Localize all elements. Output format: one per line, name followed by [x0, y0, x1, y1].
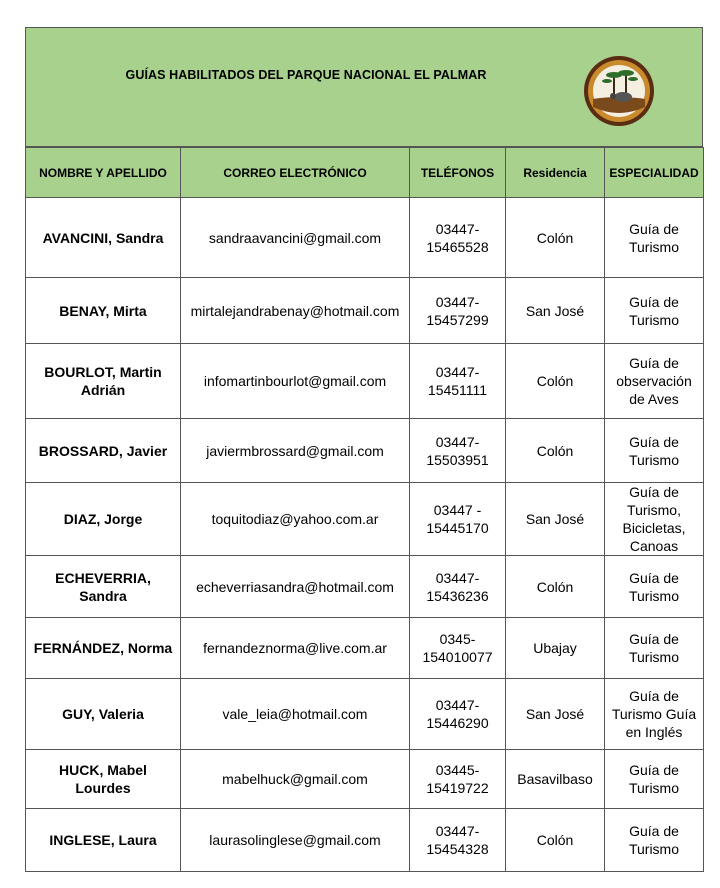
cell-email: vale_leia@hotmail.com — [181, 679, 410, 750]
cell-name: INGLESE, Laura — [26, 809, 181, 872]
cell-name: HUCK, Mabel Lourdes — [26, 750, 181, 809]
cell-email: javiermbrossard@gmail.com — [181, 419, 410, 483]
table-row — [26, 679, 704, 750]
cell-phone: 03447-15503951 — [410, 419, 506, 483]
cell-name: FERNÁNDEZ, Norma — [26, 618, 181, 679]
cell-email: mabelhuck@gmail.com — [181, 750, 410, 809]
cell-name: GUY, Valeria — [26, 679, 181, 750]
cell-name: BENAY, Mirta — [26, 278, 181, 344]
header-specialty: ESPECIALIDAD — [605, 148, 704, 198]
table-row — [26, 483, 704, 556]
cell-name: ECHEVERRIA, Sandra — [26, 556, 181, 618]
cell-residence: Colón — [506, 198, 605, 278]
header-name: NOMBRE Y APELLIDO — [26, 148, 181, 198]
cell-specialty: Guía de Turismo — [605, 750, 704, 809]
cell-phone: 0345-154010077 — [410, 618, 506, 679]
cell-specialty: Guía de Turismo — [605, 198, 704, 278]
table-row — [26, 278, 704, 344]
header-residence: Residencia — [506, 148, 605, 198]
guides-table — [25, 147, 704, 872]
cell-name: BOURLOT, Martin Adrián — [26, 344, 181, 419]
cell-email: sandraavancini@gmail.com — [181, 198, 410, 278]
header-email: CORREO ELECTRÓNICO — [181, 148, 410, 198]
cell-email: laurasolinglese@gmail.com — [181, 809, 410, 872]
table-row — [26, 618, 704, 679]
cell-phone: 03447-15465528 — [410, 198, 506, 278]
cell-phone: 03447-15436236 — [410, 556, 506, 618]
cell-residence: Basavilbaso — [506, 750, 605, 809]
cell-email: toquitodiaz@yahoo.com.ar — [181, 483, 410, 556]
header-phone: TELÉFONOS — [410, 148, 506, 198]
cell-residence: Colón — [506, 556, 605, 618]
table-row — [26, 809, 704, 872]
cell-residence: San José — [506, 278, 605, 344]
cell-specialty: Guía de Turismo — [605, 419, 704, 483]
cell-specialty: Guía de Turismo — [605, 556, 704, 618]
cell-name: DIAZ, Jorge — [26, 483, 181, 556]
table-row — [26, 750, 704, 809]
title-banner — [25, 27, 703, 147]
cell-email: mirtalejandrabenay@hotmail.com — [181, 278, 410, 344]
cell-residence: San José — [506, 483, 605, 556]
cell-specialty: Guía de Turismo — [605, 278, 704, 344]
cell-phone: 03447 - 15445170 — [410, 483, 506, 556]
table-header-row — [26, 148, 704, 198]
cell-phone: 03447-15454328 — [410, 809, 506, 872]
cell-email: echeverriasandra@hotmail.com — [181, 556, 410, 618]
table-row — [26, 198, 704, 278]
cell-specialty: Guía de Turismo Guía en Inglés — [605, 679, 704, 750]
cell-phone: 03447-15446290 — [410, 679, 506, 750]
table-row — [26, 344, 704, 419]
cell-specialty: Guía de Turismo, Bicicletas, Canoas — [605, 483, 704, 556]
table-row — [26, 419, 704, 483]
cell-name: AVANCINI, Sandra — [26, 198, 181, 278]
document-page — [25, 27, 703, 872]
table-row — [26, 556, 704, 618]
cell-residence: San José — [506, 679, 605, 750]
park-seal-icon — [583, 55, 655, 127]
cell-residence: Colón — [506, 809, 605, 872]
cell-residence: Colón — [506, 419, 605, 483]
cell-email: infomartinbourlot@gmail.com — [181, 344, 410, 419]
document-title: GUÍAS HABILITADOS DEL PARQUE NACIONAL EL PALMAR — [125, 68, 487, 82]
cell-phone: 03447-15451111 — [410, 344, 506, 419]
cell-residence: Colón — [506, 344, 605, 419]
cell-phone: 03445-15419722 — [410, 750, 506, 809]
cell-specialty: Guía de Turismo — [605, 618, 704, 679]
cell-email: fernandeznorma@live.com.ar — [181, 618, 410, 679]
cell-name: BROSSARD, Javier — [26, 419, 181, 483]
cell-specialty: Guía de Turismo — [605, 809, 704, 872]
cell-specialty: Guía de observación de Aves — [605, 344, 704, 419]
cell-phone: 03447-15457299 — [410, 278, 506, 344]
cell-residence: Ubajay — [506, 618, 605, 679]
